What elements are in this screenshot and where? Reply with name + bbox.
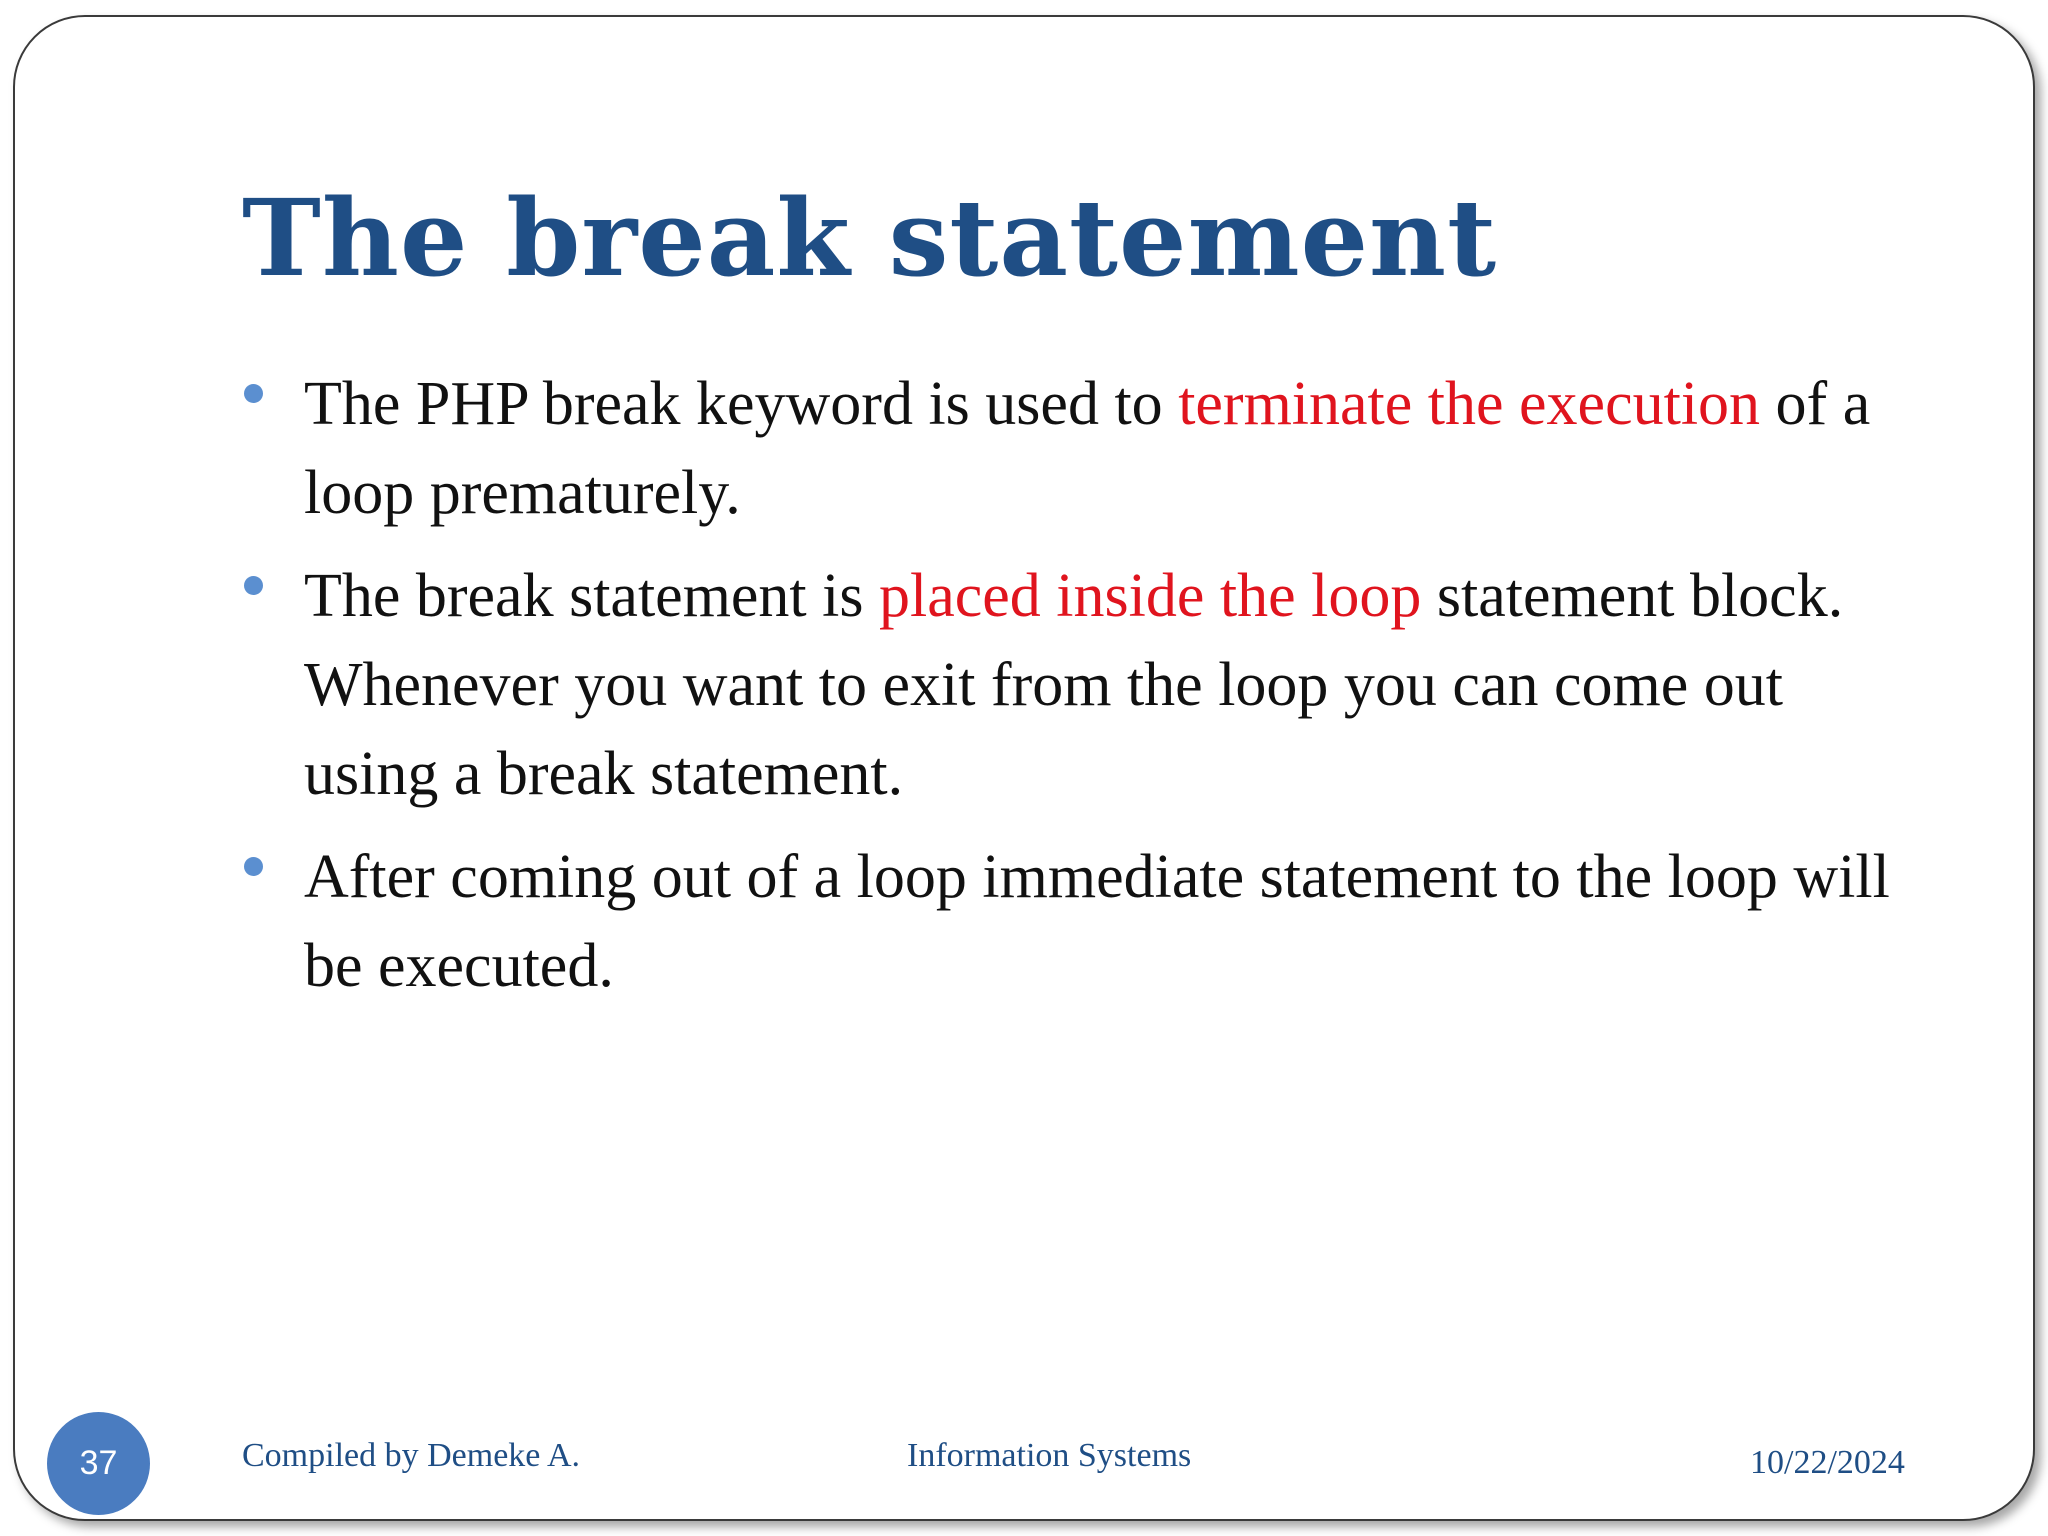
bullet-text: of a loop prematurely.	[304, 370, 1871, 527]
bullet-text: The break statement is	[304, 562, 880, 630]
bullet-list	[243, 360, 1923, 1025]
bullet-item	[243, 360, 1923, 538]
bullet-item	[243, 833, 1923, 1011]
page-number-badge: 37	[47, 1412, 150, 1515]
bullet-text: The PHP break keyword is used to	[304, 370, 1179, 438]
footer-author: Compiled by Demeke A.	[242, 1437, 581, 1474]
highlighted-text: terminate the execution	[1178, 370, 1761, 438]
highlighted-text: placed inside the loop	[879, 562, 1422, 630]
bullet-dot-icon	[244, 576, 263, 595]
footer-date: 10/22/2024	[1750, 1444, 1905, 1481]
bullet-item	[243, 552, 1923, 819]
footer-course: Information Systems	[907, 1437, 1192, 1474]
slide-title: The break statement	[242, 175, 1498, 300]
bullet-dot-icon	[244, 384, 263, 403]
slide-frame	[13, 15, 2035, 1521]
bullet-text: statement block. Whenever you want to exit from the loop you can come out using a break statement.	[304, 562, 1844, 808]
bullet-dot-icon	[244, 857, 263, 876]
bullet-text: After coming out of a loop immediate statement to the loop will be executed.	[304, 843, 1890, 1000]
